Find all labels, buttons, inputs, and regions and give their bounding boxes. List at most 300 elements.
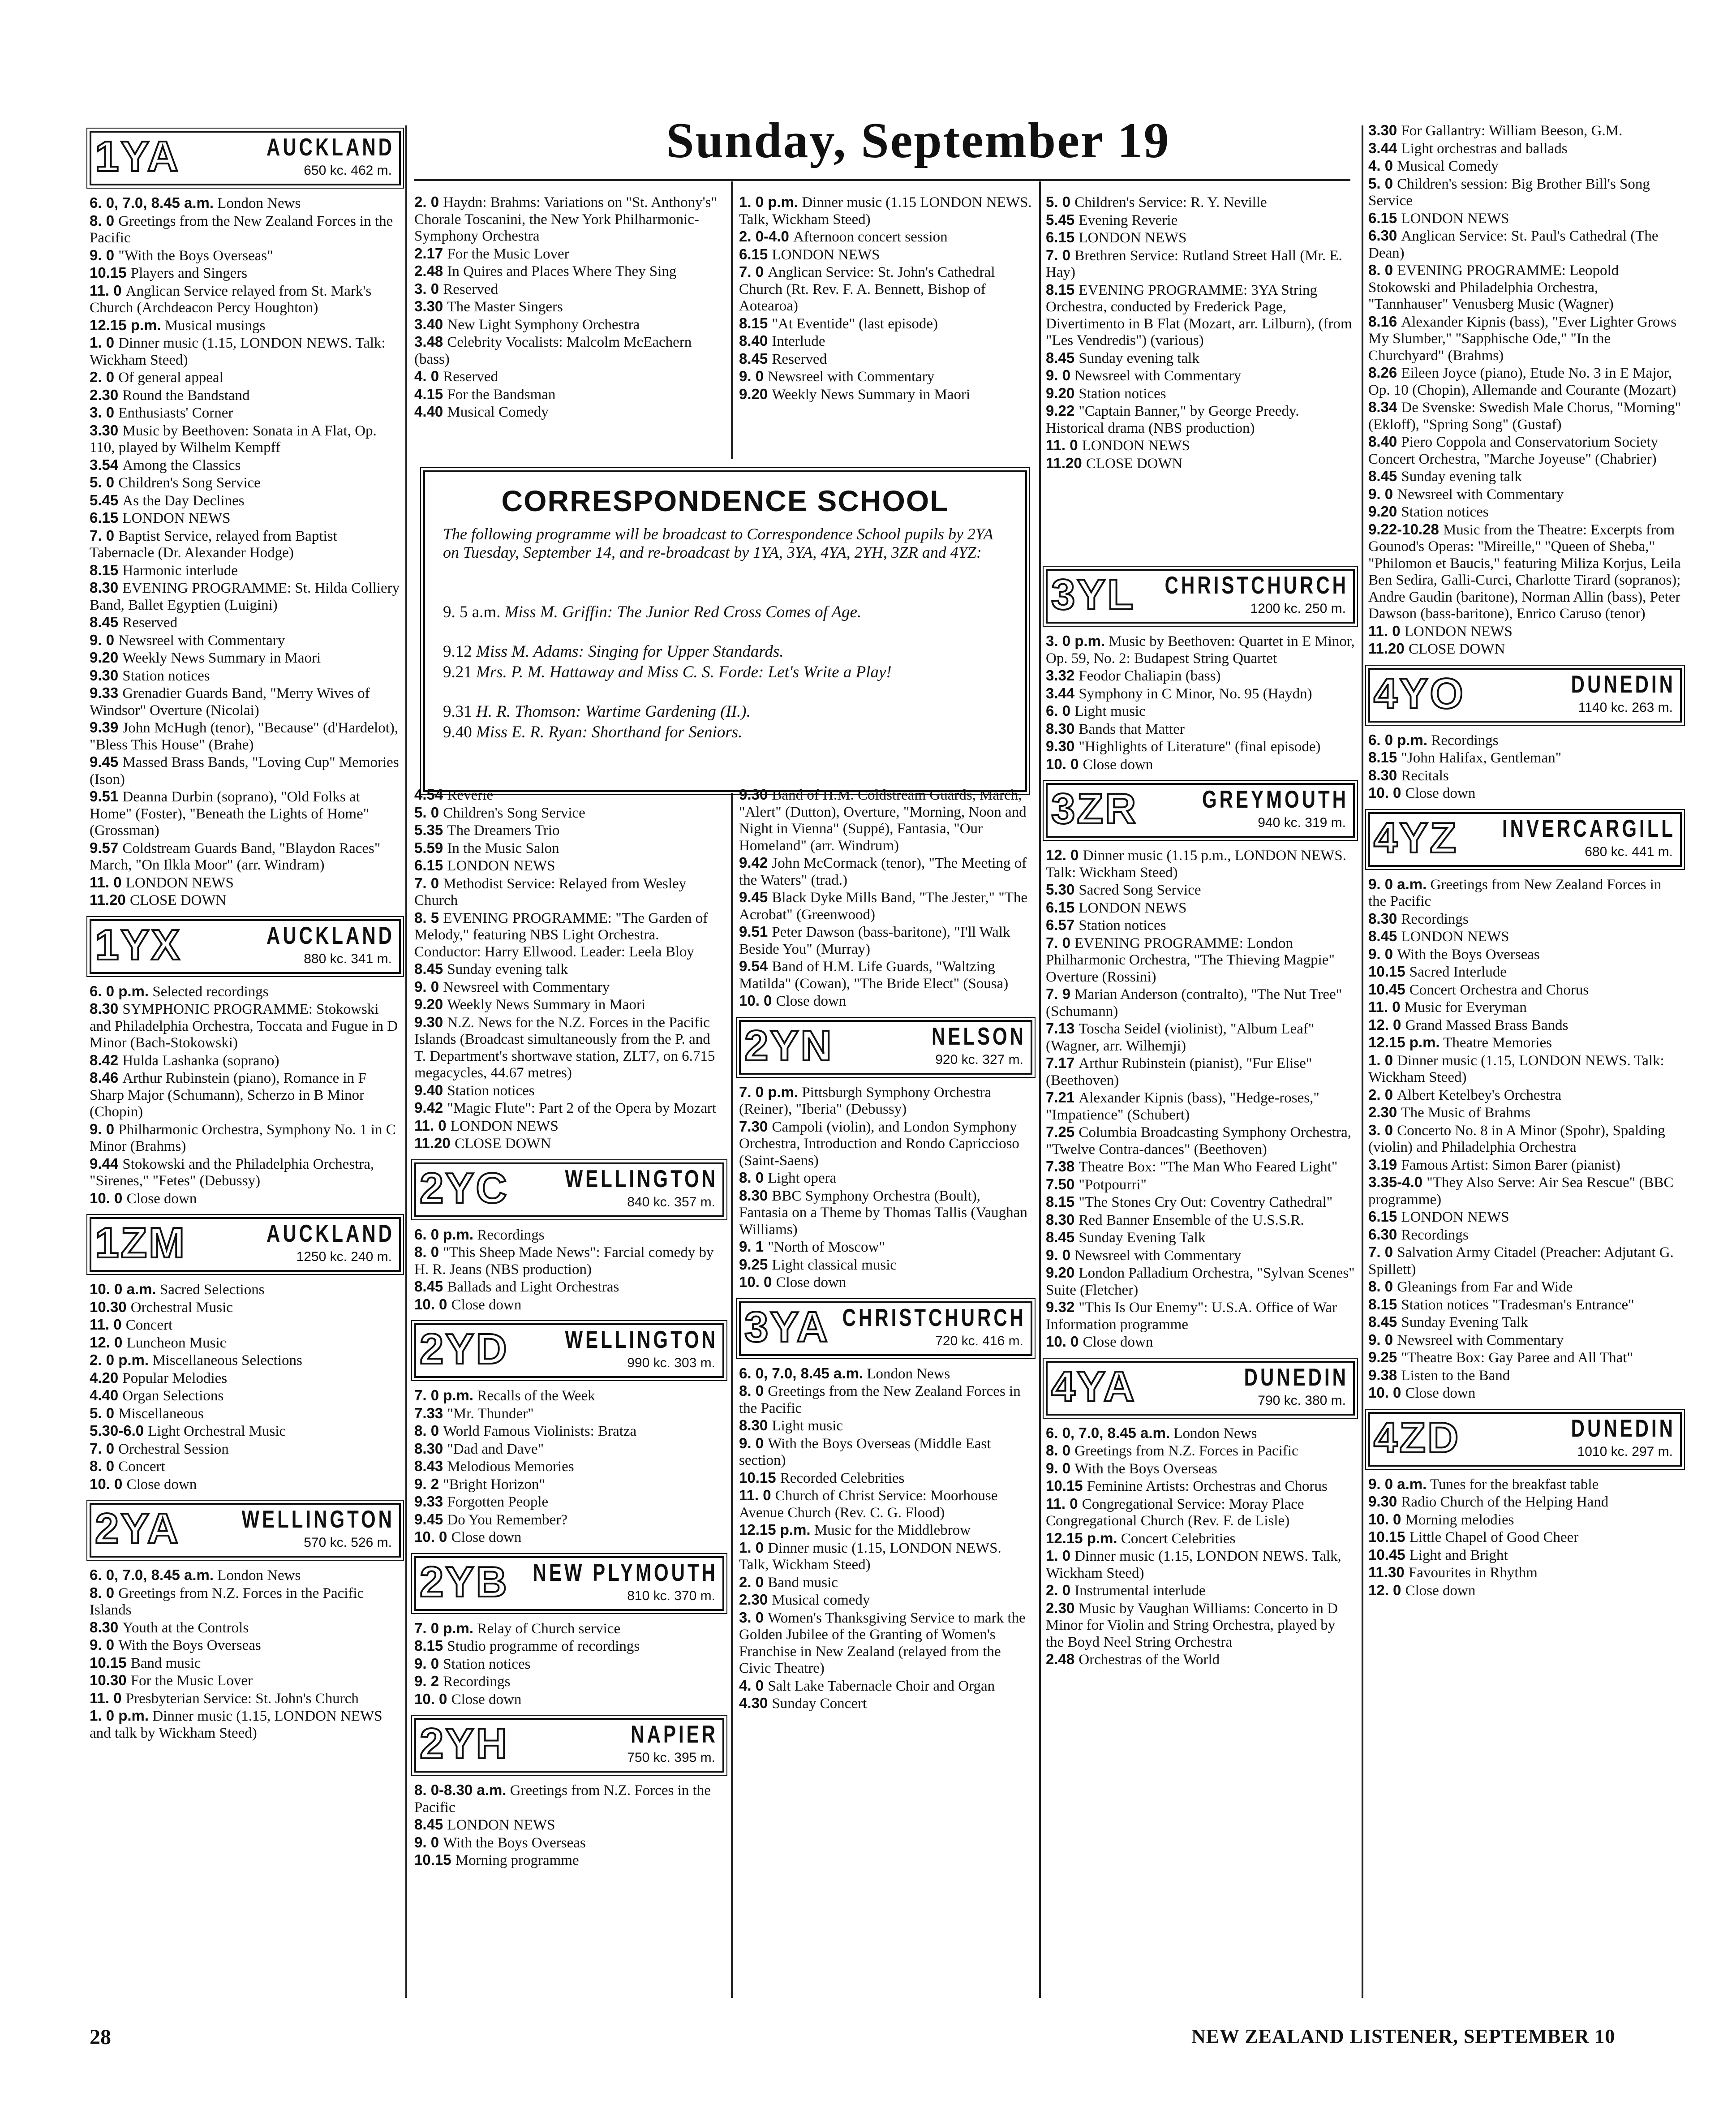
program-item: 9. 0 With the Boys Overseas (Middle East section) bbox=[739, 1434, 991, 1468]
program-item: 5. 0 Children's Service: R. Y. Neville bbox=[1046, 194, 1267, 211]
station-city: NEW PLYMOUTH bbox=[533, 1558, 718, 1586]
program-item: 6.57 Station notices bbox=[1046, 917, 1166, 934]
program-item: 6.15 LONDON NEWS bbox=[1046, 229, 1187, 246]
program-item: 10. 0 Close down bbox=[739, 992, 847, 1009]
station-city: NELSON bbox=[931, 1022, 1026, 1050]
correspondence-item bbox=[443, 663, 1010, 682]
page-title: Sunday, September 19 bbox=[666, 113, 1170, 168]
station-logo: 1ZM bbox=[95, 1219, 186, 1267]
program-item: 8.45 Reserved bbox=[90, 614, 178, 631]
program-item: 10.15 Morning programme bbox=[414, 1851, 579, 1868]
program-item: 7. 9 Marian Anderson (contralto), "The Nut Tree" (Schumann) bbox=[1046, 986, 1342, 1020]
program-item: 9.42 John McCormack (tenor), "The Meeting of the Waters" (trad.) bbox=[739, 854, 1027, 888]
program-item: 9. 0 With the Boys Overseas bbox=[90, 1636, 261, 1653]
program-item: 3.44 Light orchestras and ballads bbox=[1368, 139, 1568, 157]
station-city: WELLINGTON bbox=[565, 1165, 718, 1192]
program-item: 9. 0 Newsreel with Commentary bbox=[1368, 485, 1564, 503]
program-item: 3.44 Symphony in C Minor, No. 95 (Haydn) bbox=[1046, 684, 1312, 702]
program-item: 4. 0 Musical Comedy bbox=[1368, 157, 1499, 174]
program-item: 10.15 Little Chapel of Good Cheer bbox=[1368, 1528, 1579, 1545]
station-logo: 2YH bbox=[420, 1720, 509, 1768]
program-list-4ya bbox=[1046, 1425, 1355, 1669]
program-item: 11. 0 Music for Everyman bbox=[1368, 999, 1527, 1016]
program-item: 8. 0 Gleanings from Far and Wide bbox=[1368, 1278, 1573, 1295]
program-item: 6.15 LONDON NEWS bbox=[1046, 899, 1187, 916]
station-logo: 1YX bbox=[95, 921, 182, 969]
correspondence-intro: The following programme will be broadcast to Correspondence School pupils by 2YA on Tuesday, September 14, and re-broadcast by 1YA, 3YA, 4YA, 2YH, 3ZR and 4YZ: bbox=[443, 525, 993, 561]
program-item: 10. 0 Close down bbox=[1046, 1333, 1153, 1350]
program-item: 7.25 Columbia Broadcasting Symphony Orchestra, "Twelve Contra-dances" (Beethoven) bbox=[1046, 1123, 1351, 1158]
program-item: 10.30 Orchestral Music bbox=[90, 1298, 233, 1316]
program-item: 8.40 Interlude bbox=[739, 332, 825, 349]
station-city: NAPIER bbox=[631, 1720, 718, 1748]
station-city: WELLINGTON bbox=[565, 1326, 718, 1353]
program-item: 10. 0 Close down bbox=[90, 1475, 197, 1493]
column-2-top bbox=[414, 194, 724, 421]
program-item: 6. 0 Light music bbox=[1046, 702, 1146, 719]
program-item: 5.45 Evening Reverie bbox=[1046, 211, 1178, 228]
program-item: 11. 0 Anglican Service relayed from St. Mark's Church (Archdeacon Percy Houghton) bbox=[90, 282, 372, 316]
program-item: 8.30 Bands that Matter bbox=[1046, 720, 1185, 737]
program-item: 9.44 Stokowski and the Philadelphia Orchestra, "Sirenes," "Fetes" (Debussy) bbox=[90, 1155, 374, 1189]
program-item: 4.20 Popular Melodies bbox=[90, 1369, 228, 1386]
program-item: 4. 0 Reserved bbox=[414, 368, 498, 385]
program-item: 7. 0 Orchestral Session bbox=[90, 1440, 229, 1457]
program-item: 3.35-4.0 "They Also Serve: Air Sea Rescue" (BBC programme) bbox=[1368, 1174, 1674, 1208]
program-item: 9. 2 Recordings bbox=[414, 1673, 511, 1690]
program-item: 9. 0 "With the Boys Overseas" bbox=[90, 246, 273, 264]
station-city: GREYMOUTH bbox=[1202, 785, 1349, 813]
program-list-3ya bbox=[739, 1365, 1032, 1713]
program-item: 11.20 CLOSE DOWN bbox=[1368, 640, 1505, 657]
program-item: 9. 0 With the Boys Overseas bbox=[414, 1834, 586, 1851]
program-item: 6. 0 p.m. Recordings bbox=[414, 1226, 545, 1243]
program-item: 3.40 New Light Symphony Orchestra bbox=[414, 315, 640, 333]
station-frequency: 920 kc. 327 m. bbox=[935, 1052, 1023, 1067]
station-frequency: 650 kc. 462 m. bbox=[304, 163, 392, 178]
program-item: 8. 0 Greetings from N.Z. Forces in Pacific bbox=[1046, 1442, 1298, 1459]
program-item: 8.45 Sunday evening talk bbox=[1368, 468, 1522, 485]
station-header-4yz bbox=[1368, 812, 1682, 867]
program-item: 8. 0 Greetings from the New Zealand Forces in the Pacific bbox=[90, 212, 393, 246]
program-item: 8.42 Hulda Lashanka (soprano) bbox=[90, 1051, 279, 1069]
program-item: 8.34 De Svenske: Swedish Male Chorus, "Morning" (Ekloff), "Spring Song" (Gustaf) bbox=[1368, 399, 1681, 433]
program-item: 5. 0 Children's Song Service bbox=[90, 474, 261, 491]
program-item: 8.15 Studio programme of recordings bbox=[414, 1637, 640, 1654]
program-item: 7.21 Alexander Kipnis (bass), "Hedge-roses," "Impatience" (Schubert) bbox=[1046, 1089, 1319, 1123]
program-item: 11. 0 Congregational Service: Moray Place Congregational Church (Rev. F. de Lisle) bbox=[1046, 1495, 1304, 1529]
program-item: 8.30 Recitals bbox=[1368, 766, 1449, 784]
station-header-2yd bbox=[414, 1323, 724, 1378]
station-city: AUCKLAND bbox=[266, 1219, 395, 1247]
program-list-4zd bbox=[1368, 1476, 1682, 1600]
program-item: 7.17 Arthur Rubinstein (pianist), "Fur Elise" (Beethoven) bbox=[1046, 1055, 1312, 1089]
program-item: 9. 0 Newsreel with Commentary bbox=[1046, 1246, 1242, 1264]
program-item: 3.48 Celebrity Vocalists: Malcolm McEachern (bass) bbox=[414, 333, 692, 367]
program-item: 9.54 Band of H.M. Life Guards, "Waltzing Matilda" (Cowan), "The Bride Elect" (Sousa) bbox=[739, 958, 1009, 992]
program-item: 10. 0 Close down bbox=[739, 1274, 847, 1291]
item-time: 9. 5 a.m. bbox=[443, 603, 501, 621]
program-item: 9.30 Station notices bbox=[90, 667, 210, 684]
program-item: 8.16 Alexander Kipnis (bass), "Ever Lighter Grows My Slumber," "Sapphische Ode," "In the Churchyard" (Brahms) bbox=[1368, 313, 1677, 364]
program-item: 2. 0 p.m. Miscellaneous Selections bbox=[90, 1352, 302, 1369]
program-item: 8.45 LONDON NEWS bbox=[414, 1816, 555, 1833]
column-rule bbox=[731, 181, 733, 459]
program-item: 1. 0 Dinner music (1.15, LONDON NEWS. Talk, Wickham Steed) bbox=[739, 1539, 1001, 1573]
station-logo: 4ZD bbox=[1374, 1413, 1461, 1462]
program-item: 6. 0, 7.0, 8.45 a.m. London News bbox=[739, 1364, 950, 1382]
station-logo: 4YO bbox=[1374, 669, 1465, 718]
program-item: 5. 0 Children's Song Service bbox=[414, 804, 585, 821]
program-item: 11. 0 LONDON NEWS bbox=[90, 874, 234, 891]
program-item: 6.30 Anglican Service: St. Paul's Cathedral (The Dean) bbox=[1368, 227, 1659, 261]
program-list-2yh-evening bbox=[739, 194, 1032, 403]
program-item: 10.15 Players and Singers bbox=[90, 264, 248, 281]
program-item: 9.33 Forgotten People bbox=[414, 1493, 549, 1510]
item-time: 9.21 bbox=[443, 663, 472, 681]
program-item: 10.15 Sacred Interlude bbox=[1368, 963, 1507, 980]
column-3 bbox=[739, 786, 1032, 1713]
program-list-2yh bbox=[414, 1782, 724, 1869]
program-item: 11.20 CLOSE DOWN bbox=[1046, 454, 1183, 472]
program-item: 1. 0 Dinner music (1.15, LONDON NEWS. Talk: Wickham Steed) bbox=[1368, 1051, 1664, 1085]
station-logo: 4YA bbox=[1051, 1362, 1136, 1411]
station-city: DUNEDIN bbox=[1571, 670, 1676, 698]
column-1 bbox=[90, 121, 401, 1742]
program-item: 7. 0 p.m. Relay of Church service bbox=[414, 1619, 621, 1637]
program-item: 5.59 In the Music Salon bbox=[414, 839, 559, 857]
station-logo: 1YA bbox=[95, 133, 180, 181]
station-city: DUNEDIN bbox=[1571, 1414, 1676, 1442]
program-item: 9. 1 "North of Moscow" bbox=[739, 1238, 885, 1255]
program-item: 9.33 Grenadier Guards Band, "Merry Wives of Windsor" Overture (Nicolai) bbox=[90, 684, 370, 719]
program-item: 3. 0 Enthusiasts' Corner bbox=[90, 404, 233, 421]
program-item: 12. 0 Close down bbox=[1368, 1581, 1476, 1599]
program-item: 2.30 Music by Vaughan Williams: Concerto in D Minor for Violin and String Orchestra, played by the Boyd Neel String Orchestra bbox=[1046, 1599, 1338, 1650]
program-item: 11. 0 LONDON NEWS bbox=[1046, 437, 1190, 454]
program-item: 8.45 Ballads and Light Orchestras bbox=[414, 1278, 619, 1295]
column-rule bbox=[731, 793, 733, 1998]
station-frequency: 680 kc. 441 m. bbox=[1585, 844, 1673, 859]
program-item: 6. 0, 7.0, 8.45 a.m. London News bbox=[90, 1567, 301, 1584]
program-item: 7. 0 p.m. Recalls of the Week bbox=[414, 1387, 595, 1404]
station-city: INVERCARGILL bbox=[1502, 814, 1676, 842]
station-frequency: 990 kc. 303 m. bbox=[627, 1356, 715, 1370]
program-item: 11. 0 Concert bbox=[90, 1316, 173, 1333]
program-item: 8.45 Sunday evening talk bbox=[414, 960, 568, 977]
program-item: 2. 0 Instrumental interlude bbox=[1046, 1582, 1206, 1599]
program-item: 11. 0 Presbyterian Service: St. John's Church bbox=[90, 1689, 359, 1707]
program-item: 8.43 Melodious Memories bbox=[414, 1458, 574, 1475]
program-item: 11. 0 LONDON NEWS bbox=[1368, 622, 1513, 640]
station-frequency: 840 kc. 357 m. bbox=[627, 1194, 715, 1209]
station-frequency: 810 kc. 370 m. bbox=[627, 1588, 715, 1603]
program-item: 2.30 Musical comedy bbox=[739, 1591, 870, 1608]
column-rule bbox=[1362, 125, 1363, 1998]
station-logo: 2YA bbox=[95, 1505, 180, 1553]
program-item: 7. 0 EVENING PROGRAMME: London Philharmonic Orchestra, "The Thieving Magpie" Overture (Rossini) bbox=[1046, 934, 1335, 985]
program-item: 2. 0 Band music bbox=[739, 1573, 838, 1591]
program-item: 4.40 Musical Comedy bbox=[414, 403, 549, 420]
program-item: 8. 0 Light opera bbox=[739, 1169, 837, 1186]
program-item: 8.15 "At Eventide" (last episode) bbox=[739, 314, 938, 332]
program-item: 9.57 Coldstream Guards Band, "Blaydon Races" March, "On Ilkla Moor" (arr. Windram) bbox=[90, 839, 381, 873]
station-frequency: 570 kc. 526 m. bbox=[304, 1535, 392, 1550]
program-item: 9.22-10.28 Music from the Theatre: Excerpts from Gounod's Operas: "Mireille," "Queen of Sheba," "Philomon et Baucis," featuring Miliza Korjus, Leila Ben Sedira, Galli-Curci, Charlotte Tirard (sopranos); Andre Gaudin (baritone), Norman Allin (bass), Peter Dawson (bass-baritone), Enrico Caruso (tenor) bbox=[1368, 521, 1681, 622]
program-item: 9. 0 Station notices bbox=[414, 1655, 531, 1672]
station-frequency: 1250 kc. 240 m. bbox=[296, 1249, 392, 1264]
program-item: 5.35 The Dreamers Trio bbox=[414, 822, 560, 839]
program-item: 8.15 "The Stones Cry Out: Coventry Cathedral" bbox=[1046, 1193, 1333, 1210]
program-item: 8. 0 Greetings from N.Z. Forces in the Pacific Islands bbox=[90, 1584, 364, 1618]
program-item: 4.15 For the Bandsman bbox=[414, 385, 556, 403]
publication-footer: NEW ZEALAND LISTENER, SEPTEMBER 10 bbox=[1191, 2025, 1616, 2047]
station-frequency: 750 kc. 395 m. bbox=[627, 1750, 715, 1765]
program-item: 10. 0 Close down bbox=[90, 1189, 197, 1207]
column-5 bbox=[1368, 122, 1682, 1599]
program-list-4yz bbox=[1368, 876, 1682, 1402]
program-item: 8.30 EVENING PROGRAMME: St. Hilda Colliery Band, Ballet Egyptien (Luigini) bbox=[90, 579, 400, 613]
program-item: 8. 0 Concert bbox=[90, 1458, 165, 1475]
program-item: 7.30 Campoli (violin), and London Symphony Orchestra, Introduction and Rondo Capriccioso (Saint-Saens) bbox=[739, 1118, 1019, 1169]
program-item: 10. 0 Close down bbox=[414, 1528, 522, 1545]
program-item: 9. 0 Newsreel with Commentary bbox=[739, 368, 935, 385]
program-list-1ya bbox=[90, 194, 401, 909]
station-logo: 4YZ bbox=[1374, 814, 1458, 862]
program-item: 9.20 Weekly News Summary in Maori bbox=[414, 996, 646, 1013]
correspondence-item bbox=[443, 723, 1010, 742]
program-item: 8.45 Sunday Evening Talk bbox=[1368, 1313, 1528, 1330]
program-item: 2.48 In Quires and Places Where They Sing bbox=[414, 263, 677, 280]
station-header-3ya bbox=[739, 1301, 1032, 1356]
program-list-3yl bbox=[1046, 633, 1355, 773]
program-item: 9.30 Radio Church of the Helping Hand bbox=[1368, 1493, 1609, 1510]
program-item: 7. 0 Methodist Service: Relayed from Wesley Church bbox=[414, 874, 687, 908]
station-header-3zr bbox=[1046, 783, 1355, 838]
program-item: 8.15 EVENING PROGRAMME: 3YA String Orchestra, conducted by Frederick Page, Divertimento in B Flat (Mozart, arr. Lilburn), (from "Les Vendredis") (various) bbox=[1046, 281, 1352, 349]
station-logo: 2YD bbox=[420, 1325, 509, 1373]
station-city: CHRISTCHURCH bbox=[1164, 571, 1349, 599]
program-item: 9.22 "Captain Banner," by George Preedy. Historical drama (NBS production) bbox=[1046, 402, 1299, 436]
program-item: 8.45 Sunday Evening Talk bbox=[1046, 1229, 1206, 1246]
program-item: 9.20 Weekly News Summary in Maori bbox=[90, 649, 321, 666]
station-frequency: 1140 kc. 263 m. bbox=[1578, 700, 1673, 715]
program-item: 8. 5 EVENING PROGRAMME: "The Garden of Melody," featuring NBS Light Orchestra. Conductor: Harry Ellwood. Leader: Leela Bloy bbox=[414, 909, 708, 960]
program-item: 1. 0 Dinner music (1.15, LONDON NEWS. Talk: Wickham Steed) bbox=[90, 334, 386, 368]
program-item: 12. 0 Luncheon Music bbox=[90, 1334, 227, 1351]
program-item: 7. 0 p.m. Pittsburgh Symphony Orchestra (Reiner), "Iberia" (Debussy) bbox=[739, 1083, 992, 1117]
program-item: 2.30 Round the Bandstand bbox=[90, 386, 250, 404]
program-item: 8. 0 Greetings from the New Zealand Forces in the Pacific bbox=[739, 1382, 1021, 1416]
program-list-2ya-late bbox=[739, 786, 1032, 1010]
program-item: 10. 0 Close down bbox=[414, 1690, 522, 1708]
station-city: AUCKLAND bbox=[266, 921, 395, 949]
program-item: 8. 0 World Famous Violinists: Bratza bbox=[414, 1422, 637, 1439]
program-item: 6.15 LONDON NEWS bbox=[1368, 1208, 1509, 1225]
program-item: 9.45 Do You Remember? bbox=[414, 1511, 567, 1528]
station-logo: 3YL bbox=[1051, 571, 1136, 619]
column-rule bbox=[1039, 181, 1041, 1998]
program-item: 8.45 Reserved bbox=[739, 350, 827, 367]
station-header-2yn bbox=[739, 1020, 1032, 1075]
station-header-1yx bbox=[90, 919, 401, 974]
program-item: 2. 0 Haydn: Brahms: Variations on "St. Anthony's" Chorale Toscanini, the New York Philharmonic-Symphony Orchestra bbox=[414, 194, 717, 244]
program-item: 9.42 "Magic Flute": Part 2 of the Opera by Mozart bbox=[414, 1099, 717, 1116]
program-item: 8.30 Recordings bbox=[1368, 910, 1469, 927]
program-item: 2.30 The Music of Brahms bbox=[1368, 1104, 1531, 1121]
station-city: CHRISTCHURCH bbox=[842, 1304, 1026, 1331]
program-item: 8.40 Piero Coppola and Conservatorium Society Concert Orchestra, "Marche Joyeuse" (Chabrier) bbox=[1368, 433, 1659, 467]
program-item: 9.20 Weekly News Summary in Maori bbox=[739, 385, 971, 403]
station-frequency: 940 kc. 319 m. bbox=[1258, 815, 1346, 830]
program-item: 2.17 For the Music Lover bbox=[414, 245, 569, 262]
program-item: 3.30 The Master Singers bbox=[414, 298, 563, 315]
program-item: 10.15 Recorded Celebrities bbox=[739, 1469, 905, 1486]
program-item: 7.33 "Mr. Thunder" bbox=[414, 1404, 534, 1422]
program-list-3zr bbox=[1046, 847, 1355, 1351]
program-item: 8.26 Eileen Joyce (piano), Etude No. 3 in E Major, Op. 10 (Chopin), Allemande and Courante (Mozart) bbox=[1368, 364, 1676, 398]
item-time: 9.31 bbox=[443, 702, 472, 721]
station-frequency: 1010 kc. 297 m. bbox=[1577, 1444, 1673, 1459]
item-text: Miss M. Adams: Singing for Upper Standards. bbox=[476, 642, 784, 661]
program-item: 8.30 "Dad and Dave" bbox=[414, 1440, 544, 1457]
program-item: 2. 0 Of general appeal bbox=[90, 369, 223, 386]
program-item: 9. 0 With the Boys Overseas bbox=[1046, 1459, 1217, 1477]
program-item: 8.30 Youth at the Controls bbox=[90, 1618, 249, 1636]
program-list-3ya-evening bbox=[1046, 194, 1355, 472]
program-item: 3. 0 Concerto No. 8 in A Minor (Spohr), Spalding (violin) and Philadelphia Orchestra bbox=[1368, 1121, 1665, 1155]
program-item: 1. 0 p.m. Dinner music (1.15, LONDON NEWS and talk by Wickham Steed) bbox=[90, 1707, 382, 1741]
program-item: 4.30 Sunday Concert bbox=[739, 1695, 867, 1712]
program-item: 9. 0 Newsreel with Commentary bbox=[1368, 1331, 1564, 1348]
program-item: 9.30 Band of H.M. Coldstream Guards, March, "Alert" (Dutton), Overture, "Morning, Noon and Night in Vienna" (Suppé), Fantasia, "Our Homeland" (arr. Windrum) bbox=[739, 786, 1027, 854]
program-item: 3.54 Among the Classics bbox=[90, 456, 241, 473]
program-item: 10. 0 Close down bbox=[1368, 784, 1476, 801]
program-item: 9.51 Deanna Durbin (soprano), "Old Folks at Home" (Foster), "Beneath the Lights of Home" (Grossman) bbox=[90, 788, 370, 839]
program-item: 12. 0 Grand Massed Brass Bands bbox=[1368, 1016, 1568, 1033]
program-item: 8.15 Station notices "Tradesman's Entrance" bbox=[1368, 1296, 1634, 1313]
station-header-4zd bbox=[1368, 1412, 1682, 1467]
station-header-4yo bbox=[1368, 668, 1682, 723]
column-rule bbox=[405, 125, 407, 1998]
station-header-2yb bbox=[414, 1556, 724, 1611]
program-item: 1. 0 Dinner music (1.15, LONDON NEWS. Talk, Wickham Steed) bbox=[1046, 1547, 1341, 1581]
program-list-2ya-afternoon bbox=[414, 194, 724, 421]
program-item: 5.30 Sacred Song Service bbox=[1046, 881, 1201, 898]
program-list-2yn bbox=[739, 1084, 1032, 1291]
station-logo: 3ZR bbox=[1051, 785, 1138, 833]
program-item: 10.15 Feminine Artists: Orchestras and Chorus bbox=[1046, 1477, 1328, 1494]
program-item: 8.46 Arthur Rubinstein (piano), Romance in F Sharp Major (Schumann), Scherzo in B Minor (Chopin) bbox=[90, 1069, 366, 1120]
program-item: 9. 0 a.m. Tunes for the breakfast table bbox=[1368, 1475, 1599, 1493]
program-item: 8.30 BBC Symphony Orchestra (Boult), Fantasia on a Theme by Thomas Tallis (Vaughan Williams) bbox=[739, 1187, 1027, 1238]
program-item: 3. 0 Reserved bbox=[414, 280, 498, 297]
station-frequency: 720 kc. 416 m. bbox=[935, 1333, 1023, 1348]
correspondence-item bbox=[443, 642, 1010, 661]
program-item: 6.30 Recordings bbox=[1368, 1226, 1469, 1243]
item-time: 9.40 bbox=[443, 723, 472, 741]
item-text: H. R. Thomson: Wartime Gardening (II.). bbox=[476, 702, 751, 721]
program-item: 12.15 p.m. Musical musings bbox=[90, 316, 266, 334]
station-city: AUCKLAND bbox=[266, 133, 395, 161]
station-header-4ya bbox=[1046, 1361, 1355, 1416]
program-item: 10.45 Light and Bright bbox=[1368, 1546, 1508, 1563]
program-item: 1. 0 p.m. Dinner music (1.15 LONDON NEWS. Talk, Wickham Steed) bbox=[739, 194, 1032, 228]
program-item: 6.15 LONDON NEWS bbox=[90, 509, 231, 526]
station-header-2yc bbox=[414, 1162, 724, 1217]
program-item: 4.40 Organ Selections bbox=[90, 1387, 224, 1404]
program-item: 3.32 Feodor Chaliapin (bass) bbox=[1046, 667, 1221, 684]
program-item: 6. 0, 7.0, 8.45 a.m. London News bbox=[90, 194, 301, 211]
correspondence-item bbox=[443, 702, 1010, 721]
page-number: 28 bbox=[90, 2025, 111, 2049]
program-item: 7. 0 Baptist Service, relayed from Baptist Tabernacle (Dr. Alexander Hodge) bbox=[90, 527, 337, 561]
program-item: 9.32 "This Is Our Enemy": U.S.A. Office of War Information programme bbox=[1046, 1299, 1337, 1333]
program-item: 9. 0 Philharmonic Orchestra, Symphony No. 1 in C Minor (Brahms) bbox=[90, 1120, 396, 1154]
program-item: 9.45 Black Dyke Mills Band, "The Jester," "The Acrobat" (Greenwood) bbox=[739, 889, 1028, 923]
item-text: Miss M. Griffin: The Junior Red Cross Comes of Age. bbox=[504, 603, 862, 621]
program-item: 3. 0 p.m. Music by Beethoven: Quartet in E Minor, Op. 59, No. 2: Budapest String Quartet bbox=[1046, 633, 1355, 667]
program-list-4ya-evening bbox=[1368, 122, 1682, 658]
program-item: 7. 0 Brethren Service: Rutland Street Hall (Mr. E. Hay) bbox=[1046, 246, 1342, 280]
program-item: 9.20 Station notices bbox=[1368, 503, 1489, 520]
program-item: 8. 0-8.30 a.m. Greetings from N.Z. Forces in the Pacific bbox=[414, 1782, 711, 1816]
program-item: 12.15 p.m. Music for the Middlebrow bbox=[739, 1521, 971, 1538]
program-item: 4.54 Reverie bbox=[414, 786, 494, 803]
column-4-top bbox=[1046, 194, 1355, 472]
program-item: 11.20 CLOSE DOWN bbox=[414, 1135, 551, 1152]
program-item: 9. 0 Newsreel with Commentary bbox=[1046, 367, 1242, 384]
program-item: 2. 0-4.0 Afternoon concert session bbox=[739, 228, 948, 245]
station-header-1ya bbox=[90, 131, 401, 185]
program-item: 10. 0 a.m. Sacred Selections bbox=[90, 1281, 265, 1298]
program-list-2yb bbox=[414, 1620, 724, 1709]
column-3-top bbox=[739, 194, 1032, 403]
program-item: 9.25 "Theatre Box: Gay Paree and All That" bbox=[1368, 1349, 1633, 1366]
program-item: 3.30 Music by Beethoven: Sonata in A Flat, Op. 110, played by Wilhelm Kempff bbox=[90, 422, 377, 456]
program-item: 7. 0 Salvation Army Citadel (Preacher: Adjutant G. Spillett) bbox=[1368, 1244, 1674, 1278]
program-item: 9.30 N.Z. News for the N.Z. Forces in the Pacific Islands (Broadcast simultaneously from the P. and T. Department's shortwave station, ZLT7, on 6.715 megacycles, 44.67 metres) bbox=[414, 1013, 715, 1081]
program-list-2ya-evening bbox=[414, 786, 724, 1153]
station-logo: 2YN bbox=[744, 1021, 834, 1070]
station-city: WELLINGTON bbox=[241, 1505, 395, 1533]
program-item: 8. 0 EVENING PROGRAMME: Leopold Stokowski and Philadelphia Orchestra, "Tannhauser" Venusberg Music (Wagner) bbox=[1368, 262, 1619, 312]
program-item: 6.15 LONDON NEWS bbox=[414, 857, 555, 874]
program-item: 5. 0 Miscellaneous bbox=[90, 1404, 204, 1422]
item-text: Miss E. R. Ryan: Shorthand for Seniors. bbox=[476, 723, 743, 741]
program-item: 2.48 Orchestras of the World bbox=[1046, 1651, 1220, 1668]
program-item: 2. 0 Albert Ketelbey's Orchestra bbox=[1368, 1086, 1562, 1103]
program-item: 8.30 Red Banner Ensemble of the U.S.S.R. bbox=[1046, 1211, 1304, 1228]
program-list-1zm bbox=[90, 1281, 401, 1493]
item-text: Mrs. P. M. Hattaway and Miss C. S. Forde: Let's Write a Play! bbox=[476, 663, 892, 681]
program-item: 8.30 Light music bbox=[739, 1417, 843, 1434]
program-item: 9.30 "Highlights of Literature" (final episode) bbox=[1046, 738, 1321, 755]
program-item: 9.20 Station notices bbox=[1046, 384, 1166, 402]
program-item: 5.30-6.0 Light Orchestral Music bbox=[90, 1422, 286, 1439]
title-rule bbox=[414, 179, 1350, 181]
program-item: 6. 0 p.m. Recordings bbox=[1368, 731, 1499, 749]
program-item: 3.19 Famous Artist: Simon Barer (pianist) bbox=[1368, 1156, 1620, 1173]
program-item: 7.50 "Potpourri" bbox=[1046, 1175, 1147, 1193]
column-4 bbox=[1046, 559, 1355, 1669]
program-item: 11.20 CLOSE DOWN bbox=[90, 891, 227, 908]
correspondence-school-box bbox=[423, 470, 1027, 792]
program-item: 7. 0 Anglican Service: St. John's Cathedral Church (Rt. Rev. F. A. Bennett, Bishop of Aotearoa) bbox=[739, 263, 995, 314]
program-item: 8.15 Harmonic interlude bbox=[90, 561, 238, 579]
program-item: 10.15 Band music bbox=[90, 1654, 201, 1671]
program-item: 5.45 As the Day Declines bbox=[90, 491, 245, 509]
